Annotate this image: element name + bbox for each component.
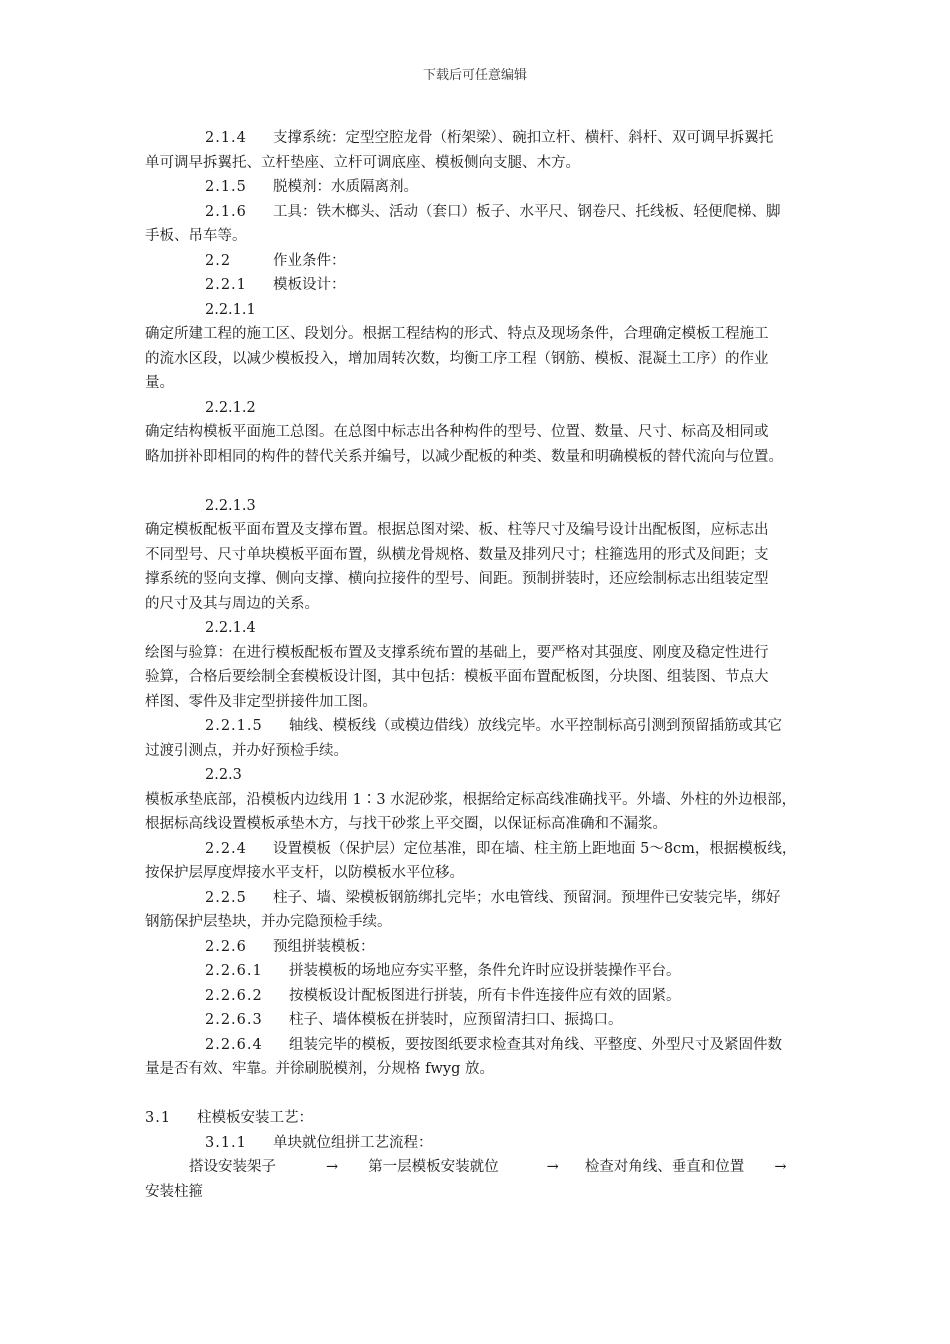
arrow-right-icon: → bbox=[326, 1159, 339, 1175]
arrow-right-icon: → bbox=[546, 1159, 559, 1175]
page-header: 下载后可任意编辑 bbox=[422, 68, 527, 83]
clause-2-2-6-1: 2.2.6.1 拼装模板的场地应夯实平整，条件允许时应设拼装操作平台。 bbox=[205, 963, 681, 979]
clause-2-2-6: 2.2.6 预组拼装模板： bbox=[205, 938, 375, 955]
clause-2-2-3-num: 2.2.3 bbox=[205, 767, 242, 783]
clause-2-2-1-4-line: 验算，合格后要绘制全套模板设计图，其中包括：模板平面布置配板图，分块图、组装图、节点大 bbox=[145, 669, 769, 685]
clause-2-2-1-4-num: 2.2.1.4 bbox=[205, 620, 256, 636]
flow-step: 检查对角线、垂直和位置 bbox=[584, 1159, 745, 1175]
blank-line bbox=[145, 469, 810, 494]
clause-2-2-1-1-line: 确定所建工程的施工区、段划分。根据工程结构的形式、特点及现场条件，合理确定模板工程施工 bbox=[145, 326, 769, 342]
clause-2-2-5: 2.2.5 柱子、墙、梁模板钢筋绑扎完毕；水电管线、预留洞。预埋件已安装完毕，绑好 bbox=[205, 889, 781, 906]
clause-2-2-4-cont: 按保护层厚度焊接水平支杆，以防模板水平位移。 bbox=[145, 865, 464, 881]
clause-2-2-6-4-cont: 量是否有效、牢靠。并徐刷脱模剂，分规格 fwyg 放。 bbox=[145, 1061, 494, 1077]
clause-2-1-6: 2.1.6 工具：铁木榔头、活动（套口）板子、水平尺、钢卷尺、托线板、轻便爬梯、脚 bbox=[205, 203, 781, 220]
clause-2-2-1-2-line: 略加拼补即相同的构件的替代关系并编号，以减少配板的种类、数量和明确模板的替代流向与位置。 bbox=[145, 448, 783, 465]
clause-2-2-1-1-line: 量。 bbox=[145, 375, 174, 391]
clause-2-2: 2.2 作业条件： bbox=[205, 252, 346, 269]
clause-2-2-1-2-num: 2.2.1.2 bbox=[205, 399, 256, 416]
clause-2-2-1-3-num: 2.2.1.3 bbox=[205, 497, 256, 514]
flow-step: 第一层模板安装就位 bbox=[368, 1159, 499, 1175]
document-body bbox=[145, 126, 810, 1204]
process-flow bbox=[145, 1155, 810, 1180]
clause-2-1-6-cont: 手板、吊车等。 bbox=[145, 228, 247, 244]
clause-3-1: 3.1 柱模板安装工艺： bbox=[145, 1110, 313, 1126]
clause-2-2-1-1-line: 的流水区段，以减少模板投入，增加周转次数，均衡工序工程（钢筋、模板、混凝土工序）的作业 bbox=[145, 350, 769, 367]
arrow-right-icon: → bbox=[774, 1159, 787, 1175]
clause-2-2-1-3-line: 不同型号、尺寸单块模板平面布置，纵横龙骨规格、数量及排列尺寸；柱箍选用的形式及间距；支 bbox=[145, 546, 769, 563]
clause-2-2-1-2-line: 确定结构模板平面施工总图。在总图中标志出各种构件的型号、位置、数量、尺寸、标高及相同或 bbox=[145, 424, 769, 440]
clause-2-1-5: 2.1.5 脱模剂：水质隔离剂。 bbox=[205, 179, 418, 195]
flow-step-last: 安装柱箍 bbox=[145, 1183, 203, 1200]
clause-2-2-6-2: 2.2.6.2 按模板设计配板图进行拼装，所有卡件连接件应有效的固紧。 bbox=[205, 987, 681, 1004]
clause-2-2-4: 2.2.4 设置模板（保护层）定位基准，即在墙、柱主筋上距地面 5～8cm，根据模板线， bbox=[205, 840, 797, 857]
clause-2-2-1-3-line: 确定模板配板平面布置及支撑布置。根据总图对梁、板、柱等尺寸及编号设计出配板图，应标志出 bbox=[145, 522, 769, 538]
flow-step: 搭设安装架子 bbox=[189, 1159, 276, 1175]
clause-3-1-1: 3.1.1 单块就位组拼工艺流程： bbox=[205, 1134, 433, 1151]
clause-2-2-1-1-num: 2.2.1.1 bbox=[205, 301, 256, 318]
clause-2-2-6-4: 2.2.6.4 组装完毕的模板，要按图纸要求检查其对角线、平整度、外型尺寸及紧固件数 bbox=[205, 1036, 782, 1053]
clause-2-2-5-cont: 钢筋保护层垫块，并办完隐预检手续。 bbox=[145, 914, 392, 930]
clause-2-2-3-line: 根据标高线设置模板承垫木方，与找干砂浆上平交圈，以保证标高准确和不漏浆。 bbox=[145, 816, 667, 832]
clause-2-2-1-4-line: 样图、零件及非定型拼接件加工图。 bbox=[145, 693, 377, 710]
clause-2-2-1-5-cont: 过渡引测点，并办好预检手续。 bbox=[145, 742, 348, 759]
clause-2-2-1-5: 2.2.1.5 轴线、模板线（或模边借线）放线完毕。水平控制标高引测到预留插筋或其它 bbox=[205, 718, 782, 734]
clause-2-1-4-cont: 单可调早拆翼托、立杆垫座、立杆可调底座、模板侧向支腿、木方。 bbox=[145, 154, 580, 171]
clause-2-2-1-3-line: 的尺寸及其与周边的关系。 bbox=[145, 595, 319, 612]
clause-2-1-4: 2.1.4 支撑系统：定型空腔龙骨（桁架梁）、碗扣立杆、横杆、斜杆、双可调早拆翼托 bbox=[205, 130, 774, 146]
clause-2-2-3-line: 模板承垫底部，沿模板内边线用 1∶3 水泥砂浆，根据给定标高线准确找平。外墙、外柱的外边根部， bbox=[145, 791, 797, 808]
clause-2-2-1-4-line: 绘图与验算：在进行模板配板布置及支撑系统布置的基础上，要严格对其强度、刚度及稳定性进行 bbox=[145, 644, 769, 661]
clause-2-2-1-3-line: 撑系统的竖向支撑、侧向支撑、横向拉接件的型号、间距。预制拼装时，还应绘制标志出组装定型 bbox=[145, 571, 769, 587]
blank-line bbox=[145, 1082, 810, 1107]
clause-2-2-1: 2.2.1 模板设计： bbox=[205, 277, 346, 293]
clause-2-2-6-3: 2.2.6.3 柱子、墙体模板在拼装时，应预留清扫口、振捣口。 bbox=[205, 1012, 623, 1028]
